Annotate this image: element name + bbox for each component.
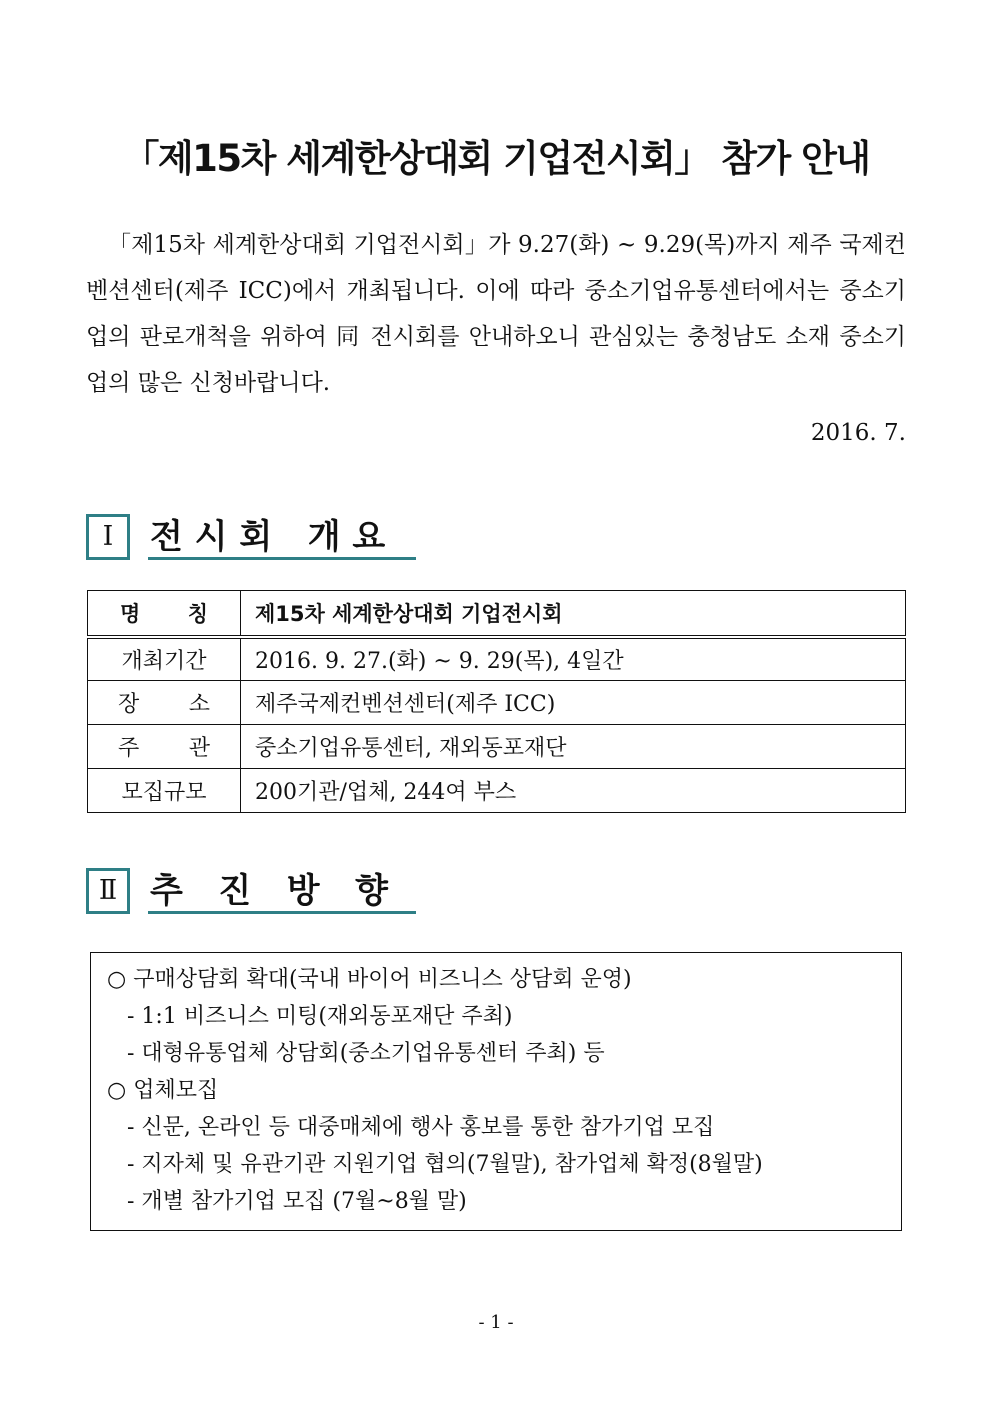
- label-char: 장: [118, 692, 140, 717]
- table-row: [88, 725, 906, 769]
- overview-table: [87, 590, 906, 813]
- intro-paragraph: 「제15차 세계한상대회 기업전시회」가 9.27(화) ~ 9.29(목)까지 제주 국제컨벤션센터(제주 ICC)에서 개최됩니다. 이에 따라 중소기업유통센터에서는 중소기업의 판로개척을 위하여 同 전시회를 안내하오니 관심있는 충청남도 소재 중소기업의 많은 신청바랍니다.: [86, 232, 906, 396]
- label-char: 소: [188, 692, 210, 717]
- list-item: ○ 구매상담회 확대(국내 바이어 비즈니스 상담회 운영): [107, 967, 632, 992]
- list-subitem: - 신문, 온라인 등 대중매체에 행사 홍보를 통한 참가기업 모집: [127, 1115, 715, 1140]
- table-row: [88, 769, 906, 813]
- table-row-label: [88, 725, 241, 769]
- document-title: 「제15차 세계한상대회 기업전시회」 참가 안내: [122, 137, 870, 180]
- table-header-label: [88, 591, 241, 637]
- label-char: 명: [120, 601, 141, 626]
- section2-title: 추 진 방 향: [148, 868, 416, 914]
- direction-box: [90, 952, 902, 1231]
- section1-title: 전 시 회 개 요: [148, 514, 416, 560]
- intro-section: [86, 222, 906, 406]
- list-subitem: - 지자체 및 유관기관 지원기업 협의(7월말), 참가업체 확정(8월말): [127, 1152, 763, 1177]
- list-item: ○ 업체모집: [107, 1078, 219, 1103]
- table-row-label: 모집규모: [88, 769, 241, 813]
- label-char: 관: [188, 736, 210, 761]
- list-subitem: - 개별 참가기업 모집 (7월~8월 말): [127, 1189, 467, 1214]
- label-char: 칭: [187, 601, 208, 626]
- table-row-value: 제주국제컨벤션센터(제주 ICC): [241, 681, 906, 725]
- label-char: 주: [118, 736, 140, 761]
- list-subitem: - 1:1 비즈니스 미팅(재외동포재단 주최): [127, 1004, 513, 1029]
- section2-number-box: Ⅱ: [86, 868, 130, 914]
- table-header-value: 제15차 세계한상대회 기업전시회: [241, 591, 906, 637]
- table-row-label: 개최기간: [88, 637, 241, 681]
- table-row-label: [88, 681, 241, 725]
- page-number: - 1 -: [478, 1312, 514, 1333]
- table-header-row: [88, 591, 906, 637]
- table-row-value: 중소기업유통센터, 재외동포재단: [241, 725, 906, 769]
- table-row: [88, 637, 906, 681]
- section1-number-box: Ⅰ: [86, 514, 130, 560]
- table-row: [88, 681, 906, 725]
- list-subitem: - 대형유통업체 상담회(중소기업유통센터 주최) 등: [127, 1041, 605, 1066]
- table-row-value: 200기관/업체, 244여 부스: [241, 769, 906, 813]
- document-date: 2016. 7.: [810, 420, 906, 446]
- table-row-value: 2016. 9. 27.(화) ~ 9. 29(목), 4일간: [241, 637, 906, 681]
